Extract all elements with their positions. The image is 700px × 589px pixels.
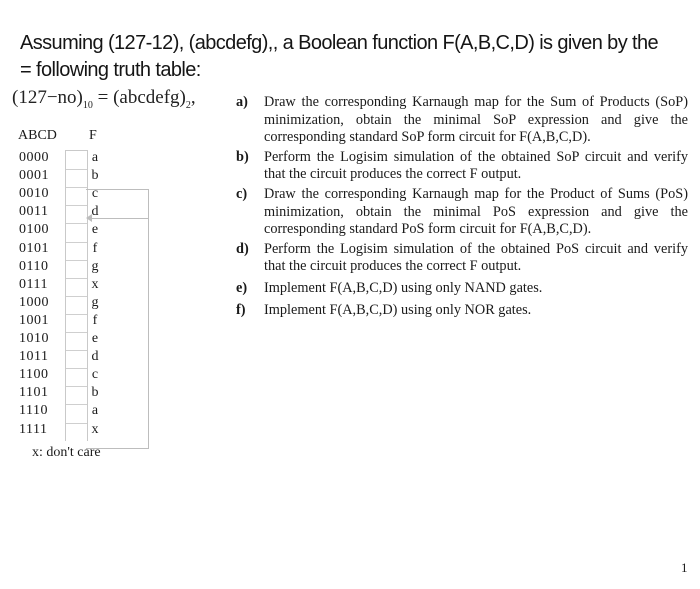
question-text: Implement F(A,B,C,D) using only NOR gates. [264, 301, 532, 318]
row-output: c [91, 186, 99, 202]
row-output: e [91, 331, 99, 346]
table-row [18, 277, 138, 295]
row-output: b [91, 168, 99, 184]
table-row [18, 331, 138, 349]
question-label: a) [236, 94, 248, 110]
table-row [18, 313, 138, 331]
row-output: d [91, 204, 99, 220]
row-output: b [91, 385, 99, 401]
question-label: b) [236, 148, 249, 165]
question-item [236, 280, 688, 298]
row-input: 0100 [19, 222, 49, 238]
question-label: c) [236, 185, 248, 202]
question-label: d) [236, 240, 249, 257]
table-row [18, 422, 138, 440]
table-row [18, 403, 138, 421]
table-row [18, 259, 138, 277]
row-output: e [91, 222, 99, 238]
row-input: 0011 [19, 204, 49, 220]
formula-right: (abcdefg) [113, 87, 186, 108]
question-text: Implement F(A,B,C,D) using only NAND gates. [264, 279, 543, 296]
row-output: f [92, 240, 98, 256]
table-row [18, 222, 138, 240]
question-list [236, 94, 688, 319]
table-row [18, 295, 138, 313]
table-row [18, 204, 138, 222]
row-input: 0111 [19, 276, 48, 292]
table-row [18, 349, 138, 367]
row-input: 1110 [19, 403, 48, 419]
row-input: 1010 [19, 331, 49, 346]
table-row [18, 150, 138, 168]
question-label: f) [236, 301, 246, 318]
row-output: f [92, 312, 98, 328]
formula-equals: = [97, 87, 109, 108]
table-row [18, 186, 138, 204]
row-input: 1011 [19, 349, 49, 365]
row-input: 1111 [19, 421, 48, 437]
row-input: 0010 [19, 186, 49, 202]
truth-table-header-inputs: ABCD [18, 128, 57, 143]
question-item [236, 94, 688, 147]
truth-table-header-output: F [89, 128, 97, 143]
row-output: a [91, 150, 99, 165]
table-row [18, 168, 138, 186]
row-output: d [91, 349, 99, 365]
table-row [18, 241, 138, 259]
row-input: 0110 [19, 258, 49, 274]
question-text: Perform the Logisim simulation of the obtained SoP circuit and verify that the circuit produces the correct F output. [264, 148, 688, 183]
question-item [236, 241, 688, 276]
row-input: 1000 [19, 294, 49, 310]
row-input: 0000 [19, 150, 49, 165]
row-output: a [91, 403, 99, 419]
row-input: 0101 [19, 240, 49, 256]
table-row [18, 367, 138, 385]
question-text: Draw the corresponding Karnaugh map for the Product of Sums (PoS) minimization, obtain the minimal PoS expression and give the corresponding standard PoS form circuit for F(A,B,C,D). [264, 185, 688, 238]
problem-heading: Assuming (127-12), (abcdefg),, a Boolean function F(A,B,C,D) is given by the = following truth table: [20, 32, 659, 81]
formula-right-subscript: 2 [185, 99, 191, 111]
row-input: 1100 [19, 367, 49, 383]
formula-left-subscript: 10 [82, 99, 93, 111]
row-output: x [91, 276, 99, 292]
row-input: 1101 [19, 385, 49, 401]
row-output: x [91, 421, 99, 437]
row-input: 1001 [19, 312, 49, 328]
question-item [236, 302, 688, 320]
question-label: e) [236, 279, 248, 296]
page-number: 1 [681, 560, 688, 575]
row-output: c [91, 367, 99, 383]
row-input: 0001 [19, 168, 49, 184]
encoding-formula [12, 87, 196, 111]
question-text: Perform the Logisim simulation of the obtained PoS circuit and verify that the circuit produces the correct F output. [264, 240, 688, 275]
dont-care-note: x: don't care [32, 445, 101, 460]
question-item [236, 149, 688, 184]
question-text: Draw the corresponding Karnaugh map for the Sum of Products (SoP) minimization, obtain the minimal SoP expression and give the corresponding standard SoP form circuit for F(A,B,C,D). [264, 94, 688, 146]
formula-trail: , [190, 87, 196, 108]
row-output: g [91, 258, 99, 274]
table-row [18, 385, 138, 403]
formula-left: (127−no) [12, 87, 83, 108]
question-item [236, 186, 688, 239]
row-output: g [91, 294, 99, 310]
